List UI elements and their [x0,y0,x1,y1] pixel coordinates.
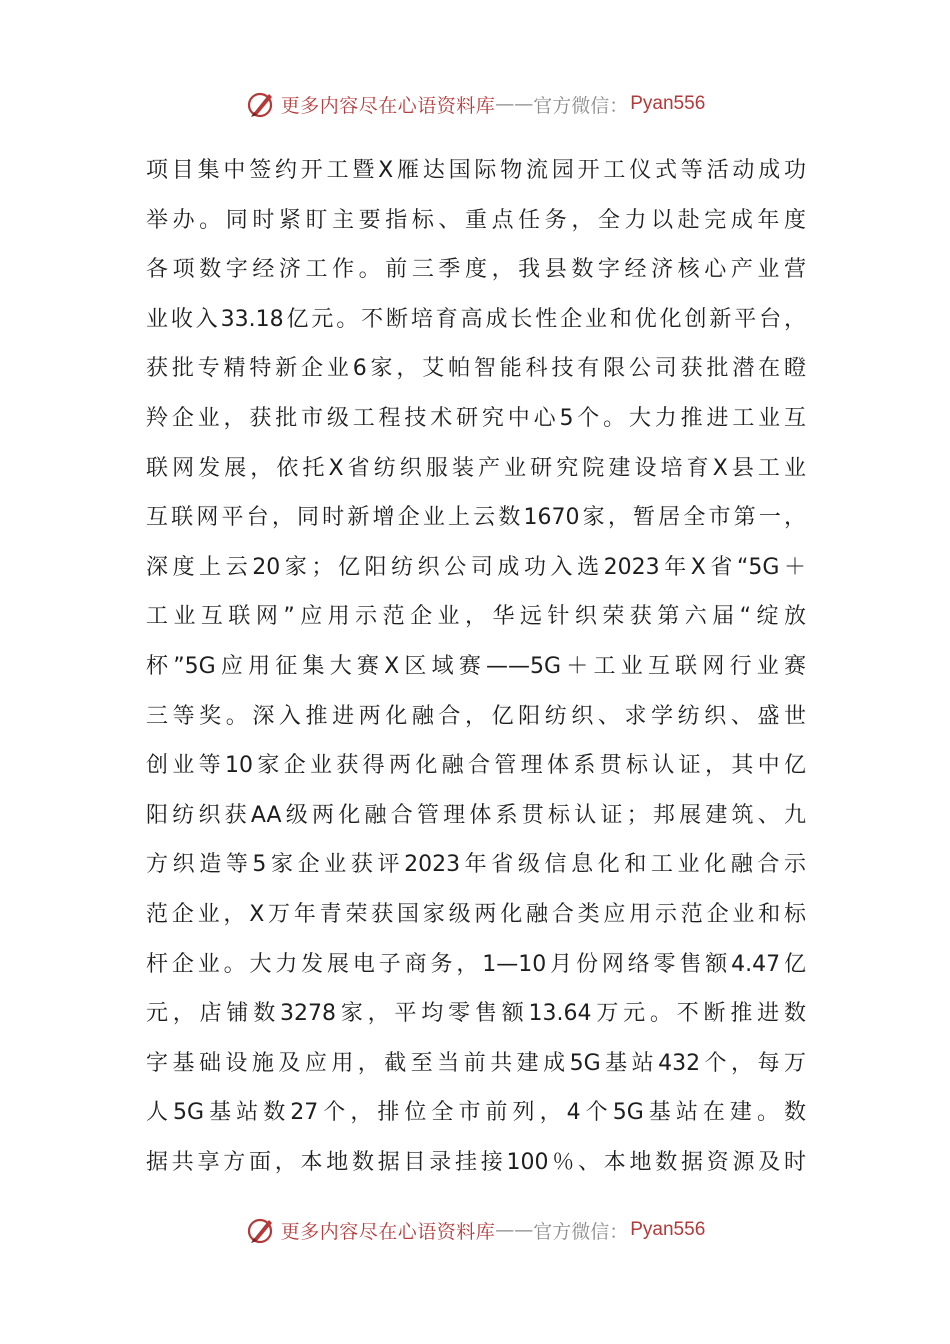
body-line: 阳纺织获AA级两化融合管理体系贯标认证；邦展建筑、九 [146,802,806,828]
banner-dash: —— [495,1219,534,1241]
body-line: 三等奖。深入推进两化融合，亿阳纺织、求学纺织、盛世 [146,703,806,729]
body-line: 羚企业，获批市级工程技术研究中心5个。大力推进工业互 [146,405,806,431]
footer-banner [0,1212,950,1248]
body-line: 字基础设施及应用，截至当前共建成5G基站432个，每万 [146,1050,806,1076]
document-body [146,146,806,1187]
body-line: 互联网平台，同时新增企业上云数1670家，暂居全市第一， [146,505,806,531]
body-line: 人5G基站数27个，排位全市前列，4个5G基站在建。数 [146,1100,806,1126]
body-line: 范企业，X万年青荣获国家级两化融合类应用示范企业和标 [146,901,806,927]
pen-logo-icon [245,1214,277,1246]
body-line: 业收入33.18亿元。不断培育高成长性企业和优化创新平台， [146,306,806,332]
body-line: 据共享方面，本地数据目录挂接100％、本地数据资源及时 [146,1149,806,1175]
body-line: 元，店铺数3278家，平均零售额13.64万元。不断推进数 [146,1001,806,1027]
header-banner [0,86,950,122]
banner-wechat-id: Pyan556 [630,1219,706,1240]
body-line: 举办。同时紧盯主要指标、重点任务，全力以赴完成年度 [146,207,806,233]
body-line: 杯”5G应用征集大赛X区域赛——5G＋工业互联网行业赛 [146,653,806,679]
banner-text: 更多内容尽在心语资料库 [280,1220,496,1243]
body-line: 项目集中签约开工暨X雁达国际物流园开工仪式等活动成功 [146,158,806,183]
body-line: 深度上云20家；亿阳纺织公司成功入选2023年X省“5G＋ [146,554,806,580]
body-line: 创业等10家企业获得两化融合管理体系贯标认证，其中亿 [146,753,806,779]
banner-label: 官方微信： [533,94,629,117]
banner-text: 更多内容尽在心语资料库 [280,94,496,117]
banner-label: 官方微信： [533,1220,629,1243]
body-line: 获批专精特新企业6家，艾帕智能科技有限公司获批潜在瞪 [146,356,806,382]
banner-wechat-id: Pyan556 [630,93,706,114]
body-line: 方织造等5家企业获评2023年省级信息化和工业化融合示 [146,852,806,878]
pen-logo-icon [245,88,277,120]
body-line: 联网发展，依托X省纺织服装产业研究院建设培育X县工业 [146,455,806,481]
body-line: 工业互联网”应用示范企业，华远针织荣获第六届“绽放 [146,604,806,630]
body-line: 各项数字经济工作。前三季度，我县数字经济核心产业营 [146,257,806,283]
banner-dash: —— [495,93,534,115]
body-line: 杆企业。大力发展电子商务，1—10月份网络零售额4.47亿 [146,951,806,977]
